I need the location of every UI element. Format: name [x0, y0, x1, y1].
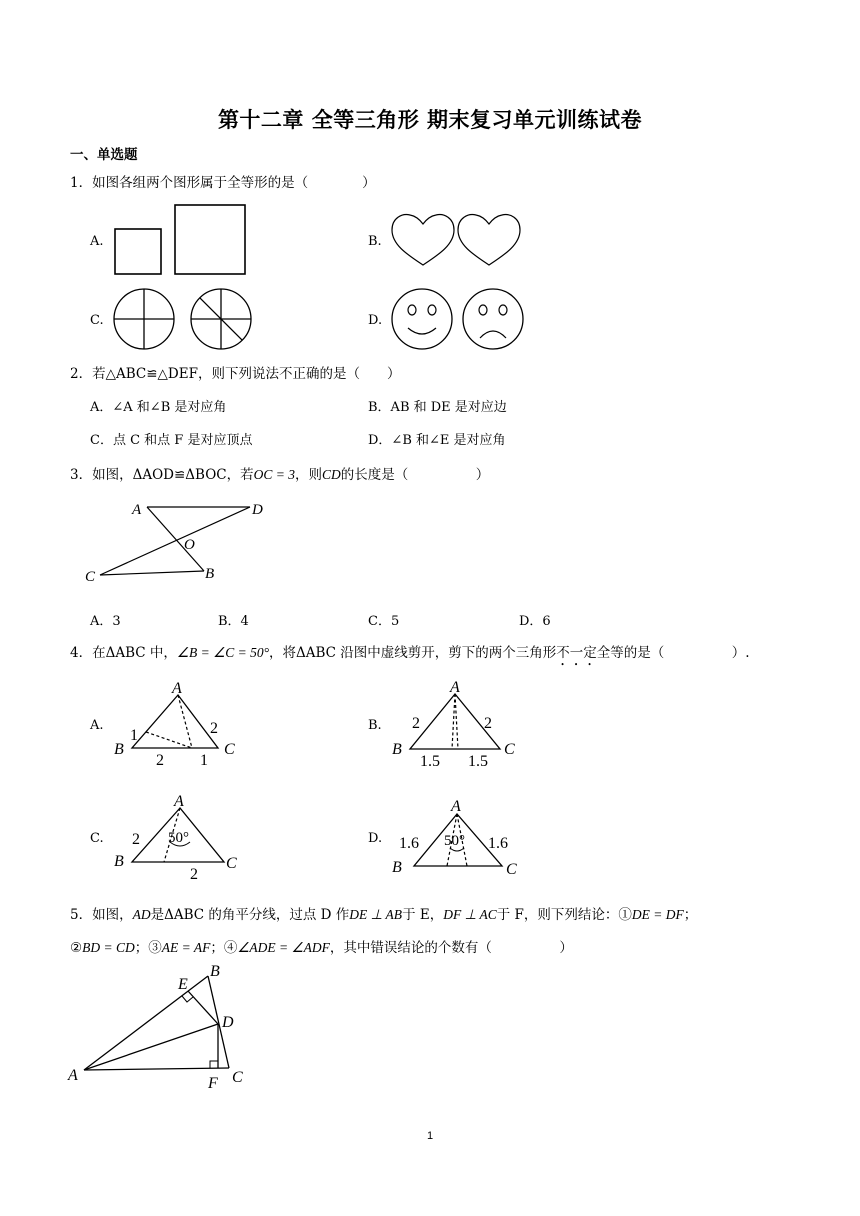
q5-math-df-perp: DF ⊥ AC	[443, 907, 497, 922]
q5-point-b: B	[210, 963, 220, 980]
q4d-label-right: 1.6	[488, 835, 508, 852]
q4a-vertex-b: B	[114, 741, 124, 758]
q4b-label-right: 2	[484, 715, 492, 732]
q4b-base-left: 1.5	[420, 753, 440, 770]
q1-option-d-label: D.	[368, 313, 383, 328]
q3-math-oc: OC = 3	[253, 467, 295, 482]
q3-option-c: C．5	[368, 614, 400, 629]
question-4-stem	[70, 641, 750, 669]
q4c-angle: 50°	[168, 830, 189, 846]
q5-text-d: 于 F，则下列结论：①	[496, 907, 632, 923]
q4-figure-a	[110, 678, 250, 774]
q4-stem-part1: 4．在ΔABC 中，	[70, 645, 177, 661]
q4-option-d-label: D.	[368, 831, 383, 846]
q5-text-h: ；④	[210, 940, 238, 956]
q4-stem-part2: ，将ΔABC 沿图中虚线剪开，剪下的两个三角形	[268, 645, 557, 661]
q5-text-e: ；	[683, 907, 698, 923]
q4d-angle: 50°	[444, 833, 465, 849]
q5-text-f: ②	[70, 940, 83, 956]
q4-stem-part3: 全等的是（ ）.	[596, 645, 750, 661]
question-5-line1	[70, 903, 697, 923]
question-5-line2	[70, 936, 573, 956]
q5-conclusion-3: AE = AF	[161, 940, 211, 955]
q3-point-a: A	[132, 502, 142, 518]
q1-faces-figure	[388, 286, 528, 352]
question-1-stem: 1．如图各组两个图形属于全等形的是（ ）	[70, 175, 376, 191]
q4c-base: 2	[190, 866, 198, 883]
q5-text-c: 于 E，	[402, 907, 444, 923]
q3-option-b: B．4	[218, 614, 249, 629]
q4a-label-2: 2	[210, 720, 218, 737]
q3-point-b: B	[205, 566, 215, 582]
q5-math-ad: AD	[132, 907, 151, 922]
q5-point-d: D	[222, 1014, 234, 1031]
q5-conclusion-1: DE = DF	[631, 907, 684, 922]
q4-math-angles: ∠B = ∠C = 50°	[176, 645, 269, 660]
q3-stem-part3: 的长度是（ ）	[340, 467, 490, 483]
q4-option-b-label: B.	[368, 718, 382, 733]
q3-option-a: A．3	[90, 614, 121, 629]
q3-math-cd: CD	[321, 467, 341, 482]
q4-figure-d	[388, 794, 528, 884]
q5-figure	[60, 958, 260, 1093]
q5-point-e: E	[178, 976, 188, 993]
q1-option-b-label: B.	[368, 234, 382, 249]
q4a-vertex-a: A	[172, 680, 182, 697]
q1-option-a-label: A.	[90, 234, 104, 249]
q2-option-d: D．∠B 和∠E 是对应角	[368, 433, 506, 448]
q5-conclusion-4: ∠ADE = ∠ADF	[237, 940, 330, 955]
q4-figure-c	[110, 790, 250, 886]
q2-option-c: C．点 C 和点 F 是对应顶点	[90, 433, 253, 448]
section-heading: 一、单选题	[70, 147, 138, 163]
question-2-stem: 2．若△ABC≌△DEF，则下列说法不正确的是（ ）	[70, 366, 401, 382]
q2-option-a: A．∠A 和∠B 是对应角	[90, 400, 227, 415]
q5-text-a: 5．如图，	[70, 907, 133, 923]
q3-figure	[80, 495, 280, 590]
q4b-vertex-b: B	[392, 741, 402, 758]
q4b-label-left: 2	[412, 715, 420, 732]
q5-point-c: C	[232, 1069, 243, 1086]
q5-point-a: A	[68, 1067, 78, 1084]
page-number: 1	[426, 1130, 434, 1142]
q5-point-f: F	[208, 1075, 218, 1092]
q4a-label-1: 1	[130, 727, 138, 744]
q1-option-c-label: C.	[90, 313, 104, 328]
q3-point-c: C	[85, 569, 96, 585]
q5-math-de-perp: DE ⊥ AB	[349, 907, 403, 922]
q3-option-d: D．6	[519, 614, 551, 629]
q5-text-g: ；③	[134, 940, 162, 956]
q4a-base-1: 1	[200, 752, 208, 769]
q3-point-d: D	[252, 502, 263, 518]
q4d-vertex-a: A	[451, 798, 461, 815]
q4a-base-2: 2	[156, 752, 164, 769]
q4-option-a-label: A.	[90, 718, 104, 733]
q1-circles-figure	[110, 286, 260, 352]
q4c-vertex-b: B	[114, 853, 124, 870]
q4d-vertex-c: C	[506, 861, 517, 878]
q4c-label-side: 2	[132, 831, 140, 848]
q5-text-i: ，其中错误结论的个数有（ ）	[329, 940, 573, 956]
q4a-vertex-c: C	[224, 741, 235, 758]
q5-conclusion-2: BD = CD	[82, 940, 135, 955]
q4c-vertex-c: C	[226, 855, 237, 872]
page-title: 第十二章 全等三角形 期末复习单元训练试卷	[217, 108, 643, 132]
q1-squares-figure	[110, 202, 250, 278]
q4b-base-right: 1.5	[468, 753, 488, 770]
q1-hearts-figure	[388, 210, 528, 270]
q4-figure-b	[388, 674, 528, 774]
q3-point-o: O	[184, 537, 195, 553]
q2-option-b: B．AB 和 DE 是对应边	[368, 400, 507, 415]
q4-option-c-label: C.	[90, 831, 104, 846]
q4c-vertex-a: A	[174, 793, 184, 810]
q4d-vertex-b: B	[392, 859, 402, 876]
question-3-stem	[70, 463, 489, 483]
q5-text-b: 是ΔABC 的角平分线，过点 D 作	[150, 907, 350, 923]
q4b-vertex-c: C	[504, 741, 515, 758]
q4-emphasis: 不一定	[556, 645, 597, 661]
q4d-label-left: 1.6	[399, 835, 419, 852]
q3-stem-part2: ，则	[294, 467, 322, 483]
q4b-vertex-a: A	[450, 679, 460, 696]
q3-stem-part1: 3．如图，ΔAOD≌ΔBOC，若	[70, 467, 254, 483]
